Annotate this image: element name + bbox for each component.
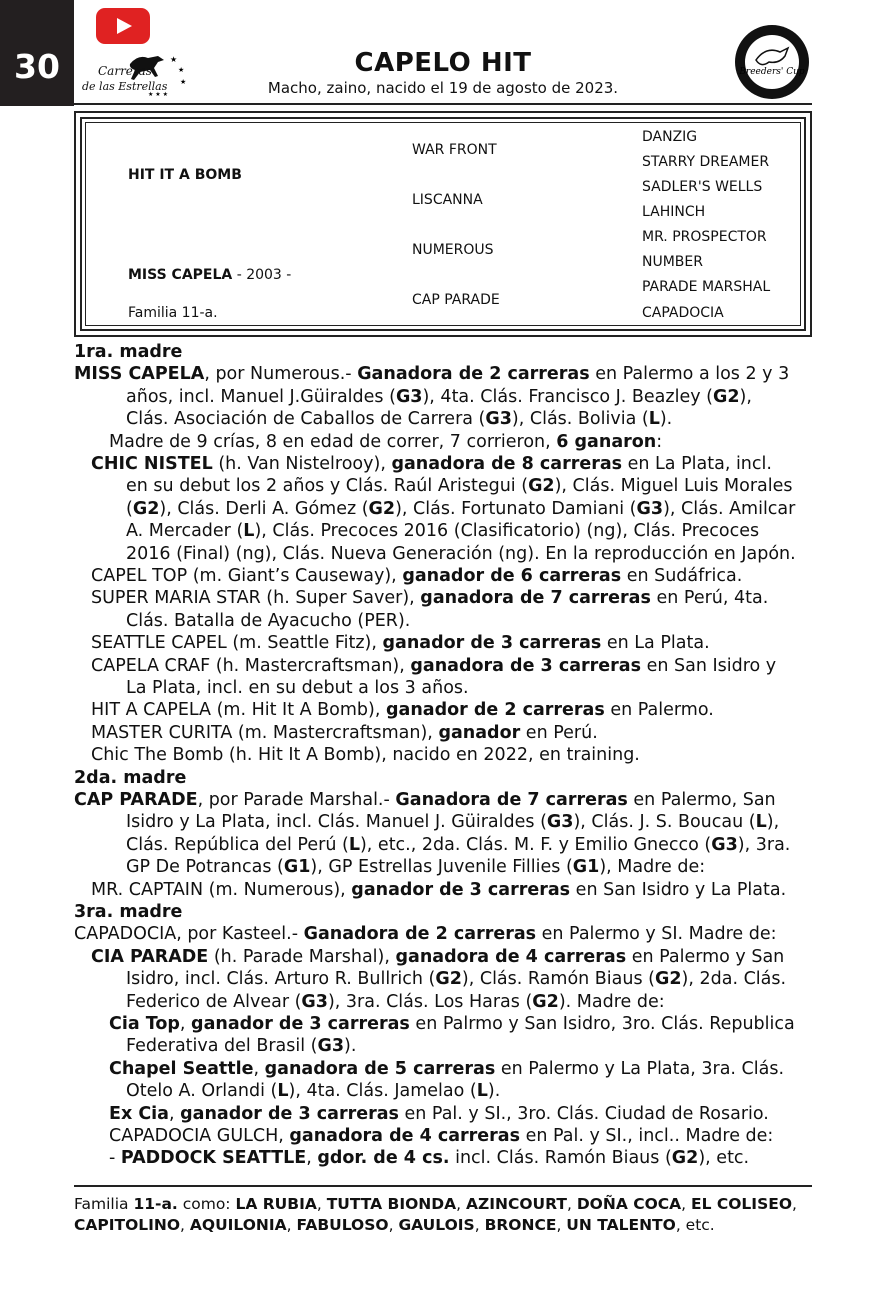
- text-run: ganador de 6 carreras: [402, 566, 622, 586]
- text-run: (h. Van Nistelrooy),: [212, 454, 392, 474]
- text-run: L: [648, 409, 660, 430]
- pedigree-gen3: CAPADOCIA: [642, 305, 724, 321]
- pedigree-gen3: DANZIG: [642, 129, 698, 145]
- text-run: en Palermo y San: [626, 946, 785, 967]
- text-run: ),: [739, 386, 752, 407]
- text-run: La Plata, incl. en su debut a los 3 años.: [126, 678, 469, 698]
- text-run: AQUILONIA: [189, 1216, 287, 1234]
- text-run: ,: [286, 1216, 297, 1234]
- text-run: , etc.: [675, 1216, 715, 1234]
- text-run: ganador de 3 carreras: [351, 879, 571, 900]
- text-run: PADDOCK SEATTLE: [120, 1148, 307, 1169]
- text-run: Chic The Bomb (h. Hit It A Bomb), nacido en 2022, en training.: [91, 745, 640, 766]
- text-run: ), GP Estrellas Juvenile Fillies (: [310, 857, 573, 878]
- text-run: A. Mercader (: [126, 521, 244, 542]
- text-run: como:: [177, 1195, 236, 1213]
- pedigree-gen3: LAHINCH: [642, 204, 706, 220]
- pedigree-gen2: LISCANNA: [412, 192, 483, 208]
- text-run: CIA PARADE: [91, 946, 209, 967]
- text-run: CHIC NISTEL: [91, 454, 213, 474]
- text-run: en Pal. y SI., incl.. Madre de:: [520, 1126, 774, 1146]
- text-run: G1: [283, 857, 311, 878]
- text-run: MASTER CURITA (m. Mastercraftsman),: [91, 722, 439, 743]
- text-line: [91, 632, 710, 654]
- text-run: FABULOSO: [296, 1216, 389, 1234]
- text-run: BRONCE: [484, 1216, 557, 1234]
- text-run: MISS CAPELA: [74, 364, 205, 385]
- text-line: [126, 498, 795, 520]
- text-run: Federativa del Brasil (: [126, 1036, 318, 1057]
- text-run: ).: [487, 1081, 501, 1102]
- text-run: L: [755, 812, 767, 833]
- text-run: 6 ganaron: [556, 431, 657, 452]
- text-run: ), Clás. Ramón Biaus (: [461, 969, 655, 990]
- text-run: 11-a.: [133, 1195, 178, 1213]
- pedigree-gen3: SADLER'S WELLS: [642, 179, 763, 195]
- lot-number: 30: [0, 0, 74, 106]
- text-line: [126, 1035, 356, 1057]
- text-run: ganadora de 7 carreras: [420, 588, 651, 609]
- pedigree-gen2: WAR FRONT: [412, 142, 497, 158]
- text-run: ), Clás. Miguel Luis Morales: [554, 476, 793, 497]
- text-line: [91, 655, 776, 677]
- text-run: ), 2da. Clás.: [681, 969, 787, 990]
- text-run: AZINCOURT: [466, 1195, 567, 1213]
- text-run: GP De Potrancas (: [126, 857, 284, 878]
- text-run: ,: [388, 1216, 399, 1234]
- text-run: CAPADOCIA, por Kasteel.-: [74, 924, 304, 945]
- text-run: G3: [395, 386, 423, 407]
- text-run: G2: [655, 969, 682, 990]
- text-line: [126, 811, 779, 833]
- text-line: [109, 1058, 784, 1080]
- text-run: Cia Top: [109, 1014, 180, 1034]
- text-run: G3: [546, 812, 574, 833]
- text-run: L: [476, 1081, 488, 1102]
- text-line: [74, 767, 186, 789]
- text-run: ), 3ra.: [737, 834, 791, 855]
- text-run: ), Clás. Precoces 2016 (Clasificatorio) (ng), Clás. Precoces: [254, 521, 760, 542]
- text-run: GAULOIS: [398, 1216, 475, 1234]
- youtube-play-icon[interactable]: [96, 8, 150, 44]
- text-line: [109, 431, 662, 453]
- text-run: G2: [532, 991, 559, 1012]
- text-line: [126, 386, 752, 408]
- text-run: ganadora de 8 carreras: [391, 454, 623, 474]
- text-run: CAPADOCIA GULCH,: [109, 1126, 290, 1146]
- pedigree-dam: MISS CAPELA: [128, 267, 233, 283]
- text-run: en Palermo a los 2 y 3: [589, 364, 790, 385]
- text-run: G3: [317, 1036, 345, 1057]
- text-run: G2: [368, 498, 396, 519]
- text-run: ), Clás. J. S. Boucau (: [573, 812, 756, 833]
- text-run: ganadora de 5 carreras: [264, 1058, 496, 1079]
- svg-text:★: ★: [180, 78, 187, 86]
- text-run: G2: [671, 1148, 699, 1169]
- text-run: , por Numerous.-: [204, 364, 358, 385]
- text-run: ,: [306, 1148, 318, 1169]
- text-run: (: [126, 498, 133, 519]
- text-run: Clás. Asociación de Caballos de Carrera (: [126, 409, 486, 430]
- text-run: Madre de 9 crías, 8 en edad de correr, 7 corrieron,: [109, 431, 557, 452]
- text-run: MR. CAPTAIN (m. Numerous),: [91, 879, 352, 900]
- text-run: en Palermo y SI. Madre de:: [536, 924, 777, 945]
- text-line: [109, 1125, 773, 1147]
- text-run: Isidro, incl. Clás. Arturo R. Bullrich (: [126, 969, 436, 990]
- text-run: 1ra. madre: [74, 342, 183, 362]
- text-run: en Palermo, San: [627, 790, 776, 810]
- text-line: [74, 341, 182, 363]
- text-run: ganador: [438, 722, 521, 743]
- text-run: G2: [435, 969, 462, 990]
- text-line: [91, 565, 742, 587]
- text-run: G3: [636, 498, 664, 519]
- text-run: ), Clás. Derli A. Gómez (: [159, 498, 369, 519]
- text-run: en Palrmo y San Isidro, 3ro. Clás. Republica: [409, 1014, 795, 1034]
- text-run: ganadora de 4 carreras: [395, 946, 627, 967]
- text-run: Clás. Batalla de Ayacucho (PER).: [126, 610, 411, 631]
- text-run: -: [109, 1148, 121, 1169]
- text-run: ganador de 3 carreras: [382, 633, 602, 654]
- text-run: (h. Parade Marshal),: [208, 946, 396, 967]
- text-line: [74, 363, 789, 385]
- text-run: ), etc.: [698, 1148, 750, 1169]
- text-run: ,: [456, 1195, 467, 1213]
- horse-name: CAPELO HIT: [354, 48, 532, 78]
- seal-text: Breeders' Cup: [739, 67, 805, 77]
- footer-line: [74, 1194, 797, 1215]
- pedigree-gen3: STARRY DREAMER: [642, 154, 770, 170]
- text-run: SUPER MARIA STAR (h. Super Saver),: [91, 588, 421, 609]
- text-run: ,: [556, 1216, 567, 1234]
- text-run: Ganadora de 2 carreras: [357, 364, 590, 385]
- pedigree-gen2: NUMEROUS: [412, 242, 494, 258]
- svg-text:★: ★: [170, 55, 178, 64]
- text-line: [126, 610, 410, 632]
- header-rule: [74, 103, 812, 105]
- text-run: ,: [169, 1103, 181, 1124]
- text-run: ganadora de 4 carreras: [289, 1126, 521, 1146]
- text-line: [126, 991, 665, 1013]
- text-run: ), 3ra. Clás. Los Haras (: [327, 991, 533, 1012]
- text-line: [91, 587, 768, 609]
- pedigree-family: Familia 11-a.: [128, 305, 218, 321]
- text-run: en San Isidro y: [641, 655, 777, 676]
- text-line: [91, 722, 598, 744]
- text-run: Federico de Alvear (: [126, 991, 302, 1012]
- text-run: L: [277, 1081, 289, 1102]
- text-run: CAPELA CRAF (h. Mastercraftsman),: [91, 655, 411, 676]
- text-run: Ganadora de 2 carreras: [303, 924, 537, 945]
- text-line: [126, 475, 793, 497]
- text-run: Ex Cia: [109, 1103, 169, 1124]
- text-line: [126, 856, 705, 878]
- text-run: G2: [132, 498, 160, 519]
- text-run: G2: [712, 386, 740, 407]
- text-run: 2da. madre: [74, 767, 187, 788]
- text-line: [91, 946, 784, 968]
- horse-description: Macho, zaino, nacido el 19 de agosto de 2023.: [267, 79, 619, 97]
- text-line: [109, 1013, 795, 1035]
- text-line: [126, 543, 796, 565]
- text-run: Chapel Seattle: [109, 1058, 254, 1079]
- svg-text:★ ★ ★: ★ ★ ★: [148, 91, 168, 98]
- pedigree-table: [74, 111, 812, 337]
- footer-rule: [74, 1185, 812, 1187]
- text-run: Isidro y La Plata, incl. Clás. Manuel J. Güiraldes (: [126, 812, 547, 833]
- text-run: ganador de 3 carreras: [191, 1014, 410, 1034]
- text-run: gdor. de 4 cs.: [317, 1148, 450, 1169]
- svg-text:★: ★: [178, 66, 185, 74]
- text-run: Ganadora de 7 carreras: [395, 790, 628, 810]
- text-run: ,: [316, 1195, 327, 1213]
- text-run: en San Isidro y La Plata.: [570, 879, 787, 900]
- text-run: ),: [766, 812, 780, 833]
- text-run: ,: [253, 1058, 265, 1079]
- text-run: en Palermo.: [604, 700, 714, 721]
- text-run: en Sudáfrica.: [621, 566, 743, 586]
- text-run: EL COLISEO: [691, 1195, 793, 1213]
- text-run: ,: [474, 1216, 485, 1234]
- text-run: en su debut los 2 años y Clás. Raúl Aristegui (: [126, 476, 529, 497]
- text-run: en La Plata, incl.: [622, 454, 772, 474]
- text-line: [91, 453, 772, 475]
- text-line: [91, 744, 640, 766]
- text-run: G3: [301, 991, 328, 1012]
- text-run: ), Clás. Amilcar: [663, 498, 796, 519]
- brand-line2: de las Estrellas: [82, 80, 168, 93]
- text-run: CAP PARADE: [74, 790, 198, 810]
- breeders-cup-seal-icon: [734, 24, 810, 100]
- text-run: CAPEL TOP (m. Giant’s Causeway),: [91, 566, 403, 586]
- text-line: [126, 968, 786, 990]
- text-line: [74, 901, 182, 923]
- text-run: 2016 (Final) (ng), Clás. Nueva Generación (ng). En la reproducción en Japón.: [126, 543, 796, 564]
- text-line: [74, 789, 776, 811]
- text-run: L: [243, 521, 255, 542]
- text-run: ), 4ta. Clás. Francisco J. Beazley (: [422, 386, 713, 407]
- text-run: CAPITOLINO: [74, 1216, 181, 1234]
- text-run: G3: [485, 409, 512, 430]
- text-run: ), Clás. Fortunato Damiani (: [395, 498, 637, 519]
- text-run: DOÑA COCA: [576, 1195, 682, 1213]
- text-run: 3ra. madre: [74, 902, 183, 922]
- text-run: ).: [659, 409, 673, 430]
- text-run: Clás. República del Perú (: [126, 834, 349, 855]
- text-run: G3: [711, 834, 738, 855]
- pedigree-gen3: NUMBER: [642, 254, 703, 270]
- text-line: [109, 1147, 749, 1169]
- text-run: UN TALENTO: [566, 1216, 676, 1234]
- text-run: :: [656, 431, 663, 452]
- text-run: en Pal. y SI., 3ro. Clás. Ciudad de Rosario.: [398, 1103, 769, 1124]
- text-run: G1: [572, 857, 600, 878]
- pedigree-gen2: CAP PARADE: [412, 292, 500, 308]
- text-run: ), 4ta. Clás. Jamelao (: [288, 1081, 477, 1102]
- pedigree-dam-year: - 2003 -: [232, 267, 292, 283]
- text-run: ).: [344, 1036, 357, 1057]
- text-run: en Perú.: [520, 722, 598, 743]
- text-run: TUTTA BIONDA: [326, 1195, 457, 1213]
- text-run: ,: [179, 1014, 192, 1034]
- text-run: ), Madre de:: [599, 857, 706, 878]
- pedigree-dam-line: [128, 267, 291, 283]
- text-line: [126, 677, 469, 699]
- text-run: en Perú, 4ta.: [650, 588, 769, 609]
- text-run: ). Madre de:: [558, 991, 665, 1012]
- text-run: años, incl. Manuel J.Güiraldes (: [126, 386, 396, 407]
- text-run: ganador de 2 carreras: [385, 700, 605, 721]
- pedigree-sire: HIT IT A BOMB: [128, 167, 242, 183]
- text-run: en Palermo y La Plata, 3ra. Clás.: [495, 1058, 785, 1079]
- text-line: [74, 923, 777, 945]
- text-run: ganadora de 3 carreras: [410, 655, 641, 676]
- footer-line: [74, 1215, 715, 1236]
- text-run: incl. Clás. Ramón Biaus (: [449, 1148, 672, 1169]
- text-run: G2: [528, 476, 555, 497]
- text-run: ganador de 3 carreras: [180, 1103, 399, 1124]
- text-line: [91, 879, 786, 901]
- text-run: LA RUBIA: [235, 1195, 317, 1213]
- text-run: , por Parade Marshal.-: [197, 790, 396, 810]
- text-run: Otelo A. Orlandi (: [126, 1081, 278, 1102]
- text-line: [126, 408, 672, 430]
- text-line: [126, 1080, 500, 1102]
- text-run: ,: [180, 1216, 190, 1234]
- text-line: [109, 1103, 769, 1125]
- text-run: ,: [566, 1195, 577, 1213]
- text-run: L: [348, 834, 360, 855]
- text-run: ,: [792, 1195, 797, 1213]
- text-run: HIT A CAPELA (m. Hit It A Bomb),: [91, 700, 386, 721]
- text-run: SEATTLE CAPEL (m. Seattle Fitz),: [91, 633, 383, 654]
- text-run: en La Plata.: [601, 633, 710, 654]
- pedigree-gen3: MR. PROSPECTOR: [642, 229, 767, 245]
- brand-line1: Carreras: [98, 64, 152, 78]
- text-run: ), etc., 2da. Clás. M. F. y Emilio Gnecco (: [359, 834, 712, 855]
- text-line: [126, 520, 759, 542]
- text-line: [126, 834, 790, 856]
- pedigree-gen3: PARADE MARSHAL: [642, 279, 771, 295]
- text-line: [91, 699, 714, 721]
- text-run: Familia: [74, 1195, 134, 1213]
- text-run: ,: [681, 1195, 692, 1213]
- text-run: ), Clás. Bolivia (: [511, 409, 649, 430]
